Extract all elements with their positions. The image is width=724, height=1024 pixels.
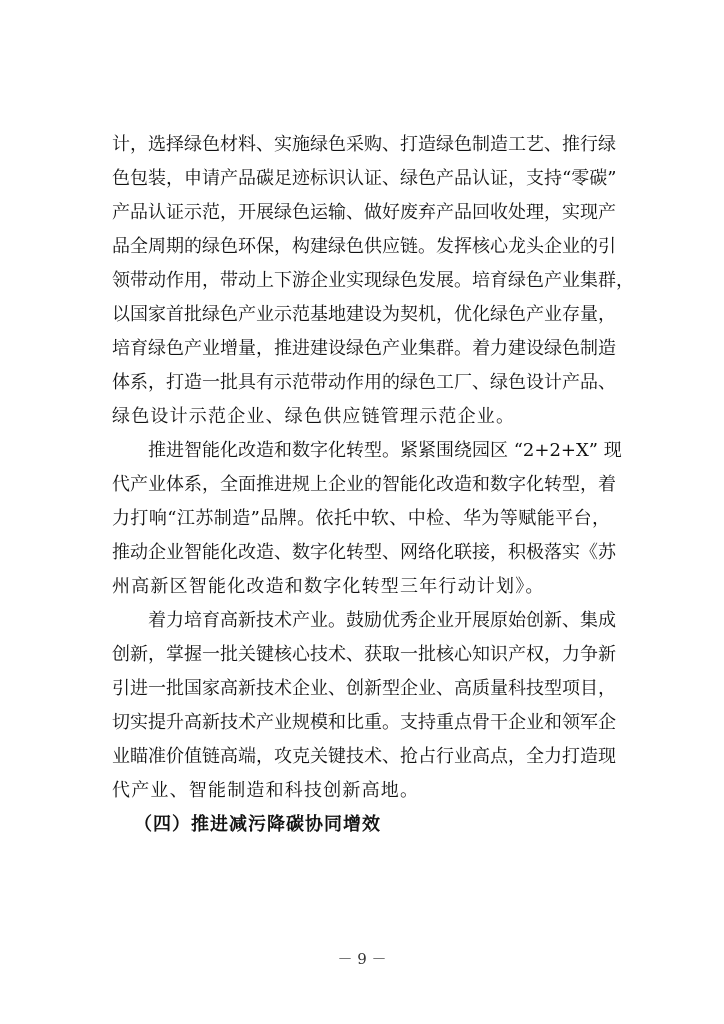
text-line: 创新，掌握一批关键核心技术、获取一批核心知识产权，力争新	[112, 644, 616, 665]
text-line: 体系，打造一批具有示范带动作用的绿色工厂、绿色设计产品、	[112, 372, 616, 393]
text-line: 领带动作用，带动上下游企业实现绿色发展。培育绿色产业集群，	[112, 270, 634, 291]
text-line: 州高新区智能化改造和数字化转型三年行动计划》。	[112, 576, 545, 597]
text-line: 品全周期的绿色环保，构建绿色供应链。发挥核心龙头企业的引	[112, 236, 616, 257]
paragraph-high-tech-industry	[112, 604, 616, 808]
text-line: 着力培育高新技术产业。鼓励优秀企业开展原始创新、集成	[148, 610, 616, 631]
text-line: 业瞄准价值链高端，攻克关键技术、抢占行业高点，全力打造现	[112, 746, 616, 767]
text-line: 计，选择绿色材料、实施绿色采购、打造绿色制造工艺、推行绿	[112, 134, 616, 155]
text-line: 培育绿色产业增量，推进建设绿色产业集群。着力建设绿色制造	[112, 338, 616, 359]
text-line: 绿色设计示范企业、绿色供应链管理示范企业。	[112, 406, 516, 427]
text-line: 色包装，申请产品碳足迹标识认证、绿色产品认证，支持“零碳”	[112, 168, 617, 189]
text-line: 引进一批国家高新技术企业、创新型企业、高质量科技型项目，	[112, 678, 616, 699]
page-number: － 9 －	[337, 950, 387, 968]
text-line: 以国家首批绿色产业示范基地建设为契机，优化绿色产业存量，	[112, 304, 616, 325]
text-line: 推进智能化改造和数字化转型。紧紧围绕园区 “2+2+X” 现	[148, 440, 622, 461]
paragraph-green-supply-chain	[112, 128, 634, 434]
text-line: 推动企业智能化改造、数字化转型、网络化联接，积极落实《苏	[112, 542, 616, 563]
text-line: 代产业体系，全面推进规上企业的智能化改造和数字化转型，着	[112, 474, 616, 495]
section-heading: （四）推进减污降碳协同增效	[134, 814, 381, 835]
text-line: 产品认证示范，开展绿色运输、做好废弃产品回收处理，实现产	[112, 202, 616, 223]
text-line: 切实提升高新技术产业规模和比重。支持重点骨干企业和领军企	[112, 712, 616, 733]
paragraph-digital-transformation	[112, 434, 622, 604]
text-line: 代产业、智能制造和科技创新高地。	[112, 780, 420, 801]
document-body	[112, 128, 634, 842]
text-line: 力打响“江苏制造”品牌。依托中软、中检、华为等赋能平台，	[112, 508, 610, 529]
